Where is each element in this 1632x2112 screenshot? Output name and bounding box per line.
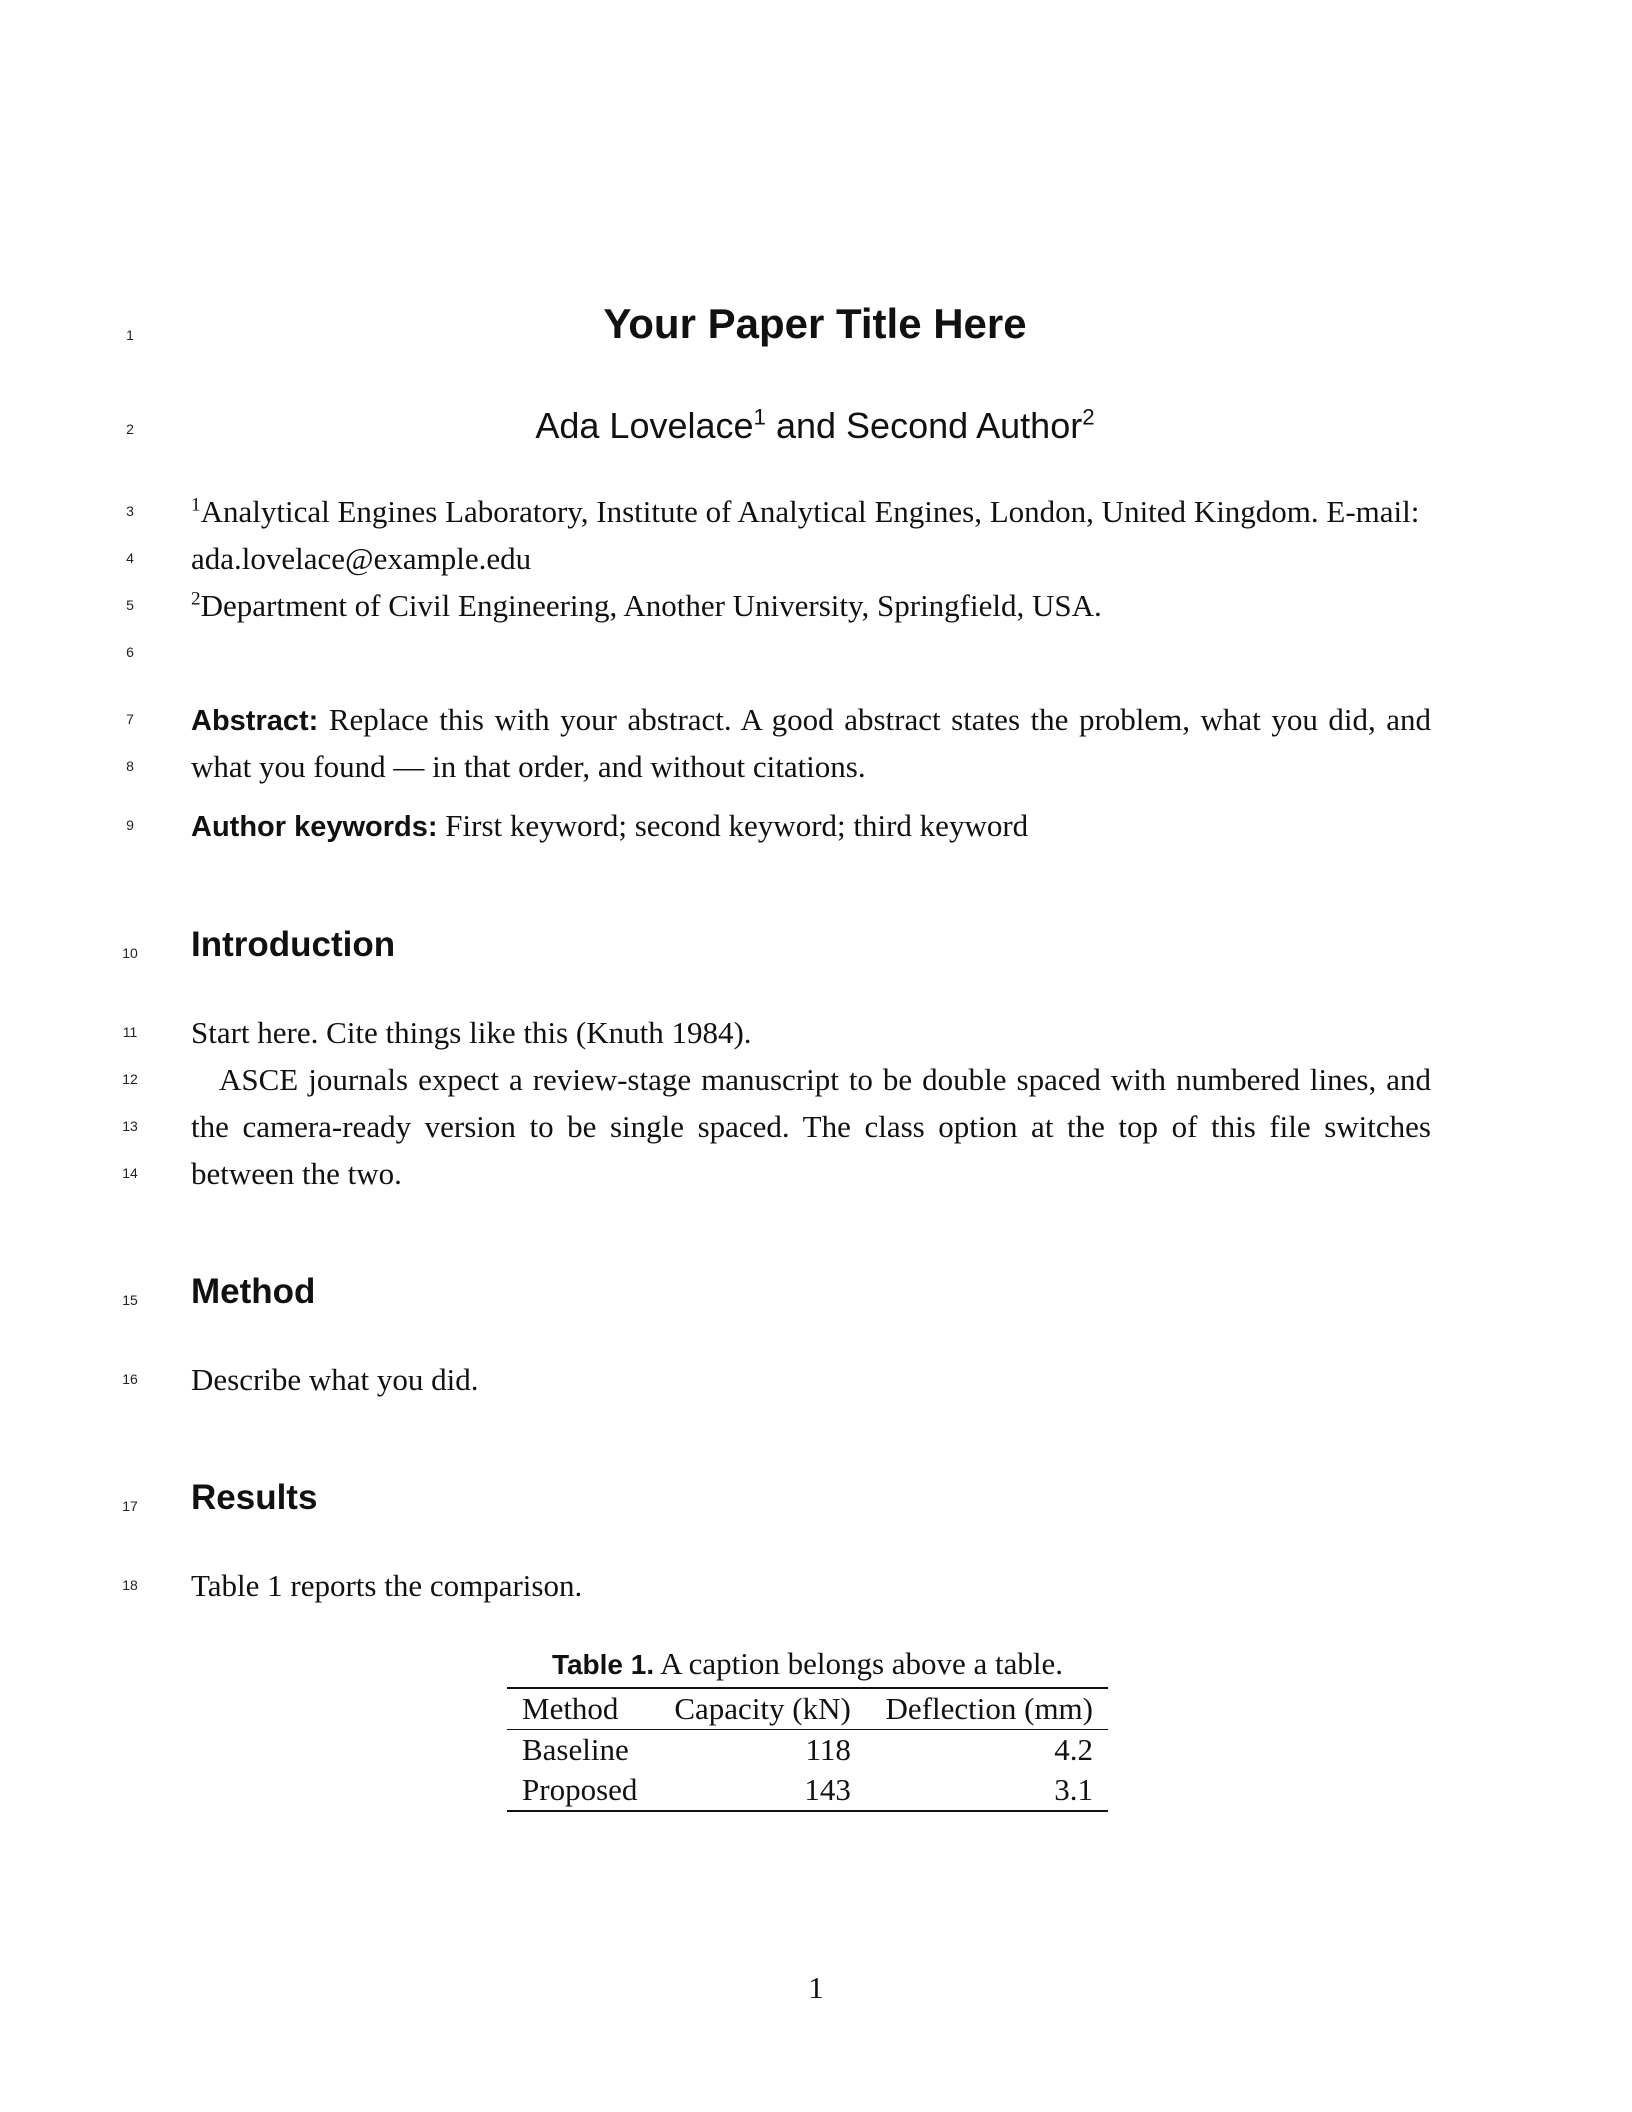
- table-cell: 118: [805, 1732, 851, 1767]
- abstract-line: what you found — in that order, and without citations.: [191, 749, 866, 784]
- affiliation-2: [191, 586, 1431, 626]
- line-number: 9: [126, 817, 134, 833]
- table-cell: Baseline: [522, 1732, 629, 1767]
- section-heading-method: Method: [191, 1272, 316, 1311]
- affiliation-text: Analytical Engines Laboratory, Institute of Analytical Engines, London, United Kingdom. E-mail:: [200, 494, 1420, 529]
- line-number: 6: [126, 644, 134, 660]
- page-number: 1: [808, 1970, 824, 2005]
- paragraph-line: Describe what you did.: [191, 1362, 479, 1397]
- line-number: 2: [126, 421, 134, 437]
- line-number: 13: [122, 1118, 138, 1134]
- affiliation-1-email: ada.lovelace@example.edu: [191, 541, 532, 576]
- affiliation-mark: 2: [191, 588, 201, 610]
- table-header-row: [507, 1688, 1108, 1730]
- table-header-cell: Method: [507, 1688, 655, 1730]
- author-connector: and: [765, 405, 847, 446]
- abstract-line: [191, 700, 1431, 741]
- line-number: 10: [122, 945, 138, 961]
- author-name: Second Author: [846, 405, 1083, 446]
- line-number: 14: [122, 1165, 138, 1181]
- affiliation-mark: 1: [753, 404, 766, 430]
- line-number: 15: [122, 1292, 138, 1308]
- line-number: 12: [122, 1071, 138, 1087]
- author-name: Ada Lovelace: [535, 405, 754, 446]
- line-number: 11: [122, 1024, 138, 1040]
- results-table: [507, 1687, 1108, 1812]
- table-caption-text: A caption belongs above a table.: [660, 1646, 1064, 1681]
- affiliation-1: [191, 492, 1431, 532]
- paragraph-line: Start here. Cite things like this (Knuth 1984).: [191, 1015, 752, 1050]
- table-caption: [507, 1646, 1108, 1682]
- keywords-line: [191, 806, 1431, 847]
- line-number: 1: [126, 327, 134, 343]
- keywords-text: First keyword; second keyword; third keyword: [445, 808, 1029, 843]
- abstract-text: Replace this with your abstract. A good abstract states the problem, what you did, and: [328, 702, 1432, 737]
- section-heading-results: Results: [191, 1478, 318, 1517]
- affiliation-mark: 2: [1082, 404, 1095, 430]
- table-cell: 3.1: [1054, 1772, 1093, 1807]
- line-number: 5: [126, 597, 134, 613]
- table-header-cell: Capacity (kN): [655, 1688, 866, 1730]
- table-cell: 143: [804, 1772, 851, 1807]
- line-number: 17: [122, 1498, 138, 1514]
- line-number: 8: [126, 758, 134, 774]
- paragraph-line: between the two.: [191, 1156, 402, 1191]
- line-number: 18: [122, 1577, 138, 1593]
- table-row: [507, 1730, 1108, 1771]
- line-number: 4: [126, 550, 134, 566]
- abstract-label: Abstract:: [191, 705, 319, 737]
- line-number: 3: [126, 503, 134, 519]
- table-caption-label: Table 1.: [551, 1649, 655, 1680]
- author-list: [190, 405, 1440, 447]
- paragraph-line: ASCE journals expect a review-stage manuscript to be double spaced with numbered lines, and: [219, 1062, 1431, 1097]
- line-number: 7: [126, 711, 134, 727]
- paragraph-line: the camera-ready version to be single spaced. The class option at the top of this file switches: [191, 1109, 1431, 1144]
- paper-title: Your Paper Title Here: [603, 300, 1027, 347]
- paragraph-line: Table 1 reports the comparison.: [191, 1568, 583, 1603]
- affiliation-mark: 1: [191, 494, 201, 516]
- keywords-label: Author keywords:: [191, 811, 438, 843]
- line-number: 16: [122, 1371, 138, 1387]
- table-row: [507, 1770, 1108, 1811]
- table-cell: Proposed: [522, 1772, 638, 1807]
- section-heading-introduction: Introduction: [191, 925, 396, 964]
- table-cell: 4.2: [1054, 1732, 1093, 1767]
- table-header-cell: Deflection (mm): [866, 1688, 1108, 1730]
- affiliation-text: Department of Civil Engineering, Another University, Springfield, USA.: [200, 588, 1102, 623]
